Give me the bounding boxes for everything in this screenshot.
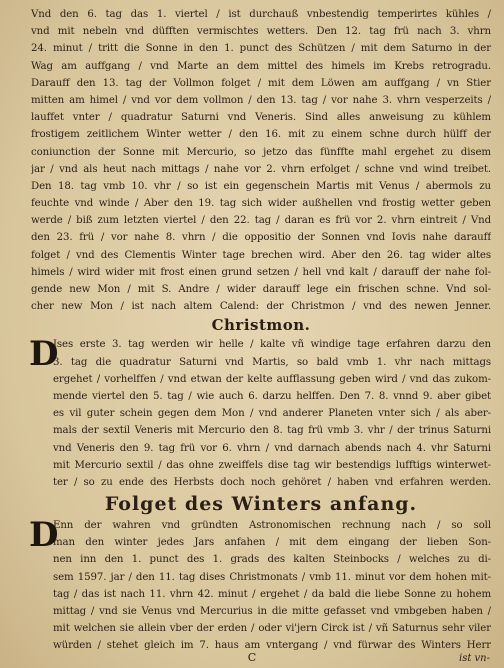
text-line: man den winter jedes Jars anfahen / mit dem eingang der lieben Son-	[53, 537, 491, 549]
text-line: ter / so zu ende des Herbsts doch noch gehöret / haben vnd erfahren werden.	[53, 476, 491, 488]
text-line: himels / wird wider mit frost einen grund setzen / hell vnd kalt / darauff der nahe fol-	[31, 266, 491, 278]
text-line: nen inn den 1. punct des 1. grads des kalten Steinbocks / welches zu di-	[53, 554, 491, 566]
text-line: vnd Veneris den 9. tag frü vor 6. vhrn / vnd darnach abends nach 4. vhr Saturni	[53, 442, 491, 454]
text-line: mitten am himel / vnd vor dem vollmon / den 13. tag / vor nahe 3. vhrn vesperzeits /	[31, 94, 491, 106]
signature-mark: C	[247, 651, 257, 664]
text-line: frostigem zeitlichem Winter wetter / den 16. mit zu einem schne durch hülff der	[31, 129, 491, 141]
section-heading-winter: Folget des Winters anfang.	[104, 493, 418, 516]
text-line: sem 1597. jar / den 11. tag dises Christmonats / vmb 11. minut vor dem hohen mit-	[53, 571, 491, 583]
text-line: gende new Mon / mit S. Andre / wider darauff lege ein frischen schne. Vnd sol-	[31, 284, 491, 295]
text-line: Wag am auffgang / vnd Marte an dem mittel des himels im Krebs retrogradu.	[31, 60, 491, 72]
text-line: 3. tag die quadratur Saturni vnd Martis, so bald vmb 1. vhr nach mittags	[53, 356, 491, 368]
text-line: mittag / vnd sie Venus vnd Mercurius in die mitte gefasset vnd vmbgeben haben /	[53, 606, 491, 617]
drop-cap: D	[29, 334, 59, 375]
text-line: werde / biß zum letzten viertel / den 22. tag / daran es frü vor 2. vhrn eintreit / Vnd	[31, 215, 491, 227]
text-line: mit Mercurio sextil / das ohne zweiffels dise tag wir bestendigs lufftigs winterwet-	[53, 459, 491, 471]
text-line: mals der sextil Veneris mit Mercurio den 8. tag frü vmb 3. vhr / der trinus Saturni	[53, 425, 491, 437]
paragraph-christmon	[31, 336, 491, 491]
text-line: Darauff den 13. tag der Vollmon folget / mit dem Löwen am auffgang / vn Stier	[31, 77, 491, 89]
text-line: folget / vnd des Clementis Winter tage brechen wird. Aber den 26. tag wider altes	[31, 249, 491, 261]
catchword: ist vn-	[459, 653, 490, 664]
text-line: lauffet vnter / quadratur Saturni vnd Veneris. Sind alles anweisung zu kühlem	[31, 112, 491, 124]
section-heading-christmon: Christmon.	[211, 316, 311, 335]
paragraph-winter-start	[31, 517, 491, 655]
text-line: Ises erste 3. tag werden wir helle / kalte vñ windige tage erfahren darzu den	[53, 339, 491, 351]
text-line: mende viertel den 5. tag / wie auch 6. darzu helffen. Den 7. 8. vnnd 9. aber gibet	[53, 390, 491, 402]
text-line: cher new Mon / ist nach altem Calend: der Christmon / vnd des newen Jenner.	[31, 301, 491, 313]
paragraph-november-end	[31, 6, 491, 315]
text-block	[31, 6, 491, 655]
text-line: Enn der wahren vnd gründten Astronomischen rechnung nach / so soll	[53, 520, 491, 532]
text-line: jar / vnd als heut nach mittags / nahe vor 2. vhrn erfolget / schne vnd wind treibet.	[31, 163, 491, 175]
drop-cap: D	[29, 515, 59, 556]
text-line: würden / stehet gleich im 7. haus am vntergang / vnd fürwar des Winters Herr	[53, 640, 491, 652]
text-line: tag / das ist nach 11. vhrn 42. minut / ergehet / da bald die liebe Sonne zu hohem	[53, 588, 491, 600]
text-line: Vnd den 6. tag das 1. viertel / ist durchauß vnbestendig temperirtes kühles /	[31, 9, 491, 20]
text-line: ergehet / vorhelffen / vnd etwan der kelte aufflassung geben wird / vnd das zukom-	[53, 373, 491, 385]
text-line: 24. minut / tritt die Sonne in den 1. punct des Schützen / mit dem Saturno in der	[31, 43, 491, 55]
text-line: den 23. frü / vor nahe 8. vhrn / die oppositio der Sonnen vnd Iovis nahe darauff	[31, 232, 491, 244]
text-line: feuchte vnd winde / Aber den 19. tag sich wider außhellen vnd frostig wetter geben	[31, 198, 491, 210]
text-line: coniunction der Sonne mit Mercurio, so jetzo das fünffte mahl ergehet zu disem	[31, 146, 491, 158]
text-line: mit welchen sie allein vber der erden / oder vi'jern Circk ist / vñ Saturnus sehr viler	[53, 623, 491, 635]
text-line: es vil guter schein gegen dem Mon / vnd anderer Planeten vnter sich / als aber-	[53, 408, 491, 420]
text-line: vnd mit nebeln vnd düfften vermischtes wetters. Den 12. tag frü nach 3. vhrn	[31, 26, 491, 38]
text-line: Den 18. tag vmb 10. vhr / so ist ein gegenschein Martis mit Venus / abermols zu	[31, 180, 491, 192]
